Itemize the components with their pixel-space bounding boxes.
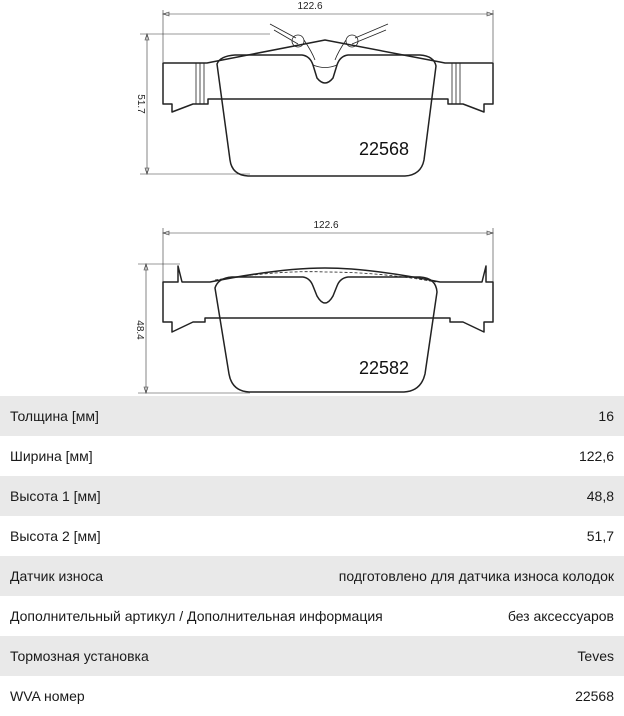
top-part-number: 22568 xyxy=(358,139,410,159)
spec-row-height-1 xyxy=(0,476,624,516)
spec-value: 51,7 xyxy=(586,528,614,544)
bottom-width-label: 122.6 xyxy=(313,220,339,231)
spec-row-height-2 xyxy=(0,516,624,556)
spec-label: Дополнительный артикул / Дополнительная информация xyxy=(10,608,383,624)
spec-row-brake-system xyxy=(0,636,624,676)
spec-value: без аксессуаров xyxy=(507,608,614,624)
spec-label: Высота 2 [мм] xyxy=(10,528,101,544)
spec-label: Толщина [мм] xyxy=(10,408,99,424)
bottom-part-number: 22582 xyxy=(358,358,410,378)
spec-label: WVA номер xyxy=(10,688,85,704)
top-height-label: 51.7 xyxy=(135,94,146,114)
spec-value: 48,8 xyxy=(586,488,614,504)
spec-row-wva-number xyxy=(0,676,624,716)
spec-value: 122,6 xyxy=(578,448,614,464)
spec-label: Тормозная установка xyxy=(10,648,149,664)
spec-value: подготовлено для датчика износа колодок xyxy=(338,568,614,584)
spec-row-thickness xyxy=(0,396,624,436)
spec-value: Teves xyxy=(577,648,614,664)
spec-label: Датчик износа xyxy=(10,568,104,584)
spec-row-width xyxy=(0,436,624,476)
spec-row-additional-info xyxy=(0,596,624,636)
spec-label: Ширина [мм] xyxy=(10,448,93,464)
spec-row-wear-sensor xyxy=(0,556,624,596)
bottom-pad-diagram xyxy=(134,220,493,393)
bottom-height-label: 48.4 xyxy=(134,320,145,340)
spec-table xyxy=(0,396,624,716)
top-pad-diagram xyxy=(135,1,493,176)
spec-value: 22568 xyxy=(575,688,614,704)
spec-label: Высота 1 [мм] xyxy=(10,488,101,504)
spec-value: 16 xyxy=(598,408,614,424)
top-width-label: 122.6 xyxy=(297,1,323,12)
